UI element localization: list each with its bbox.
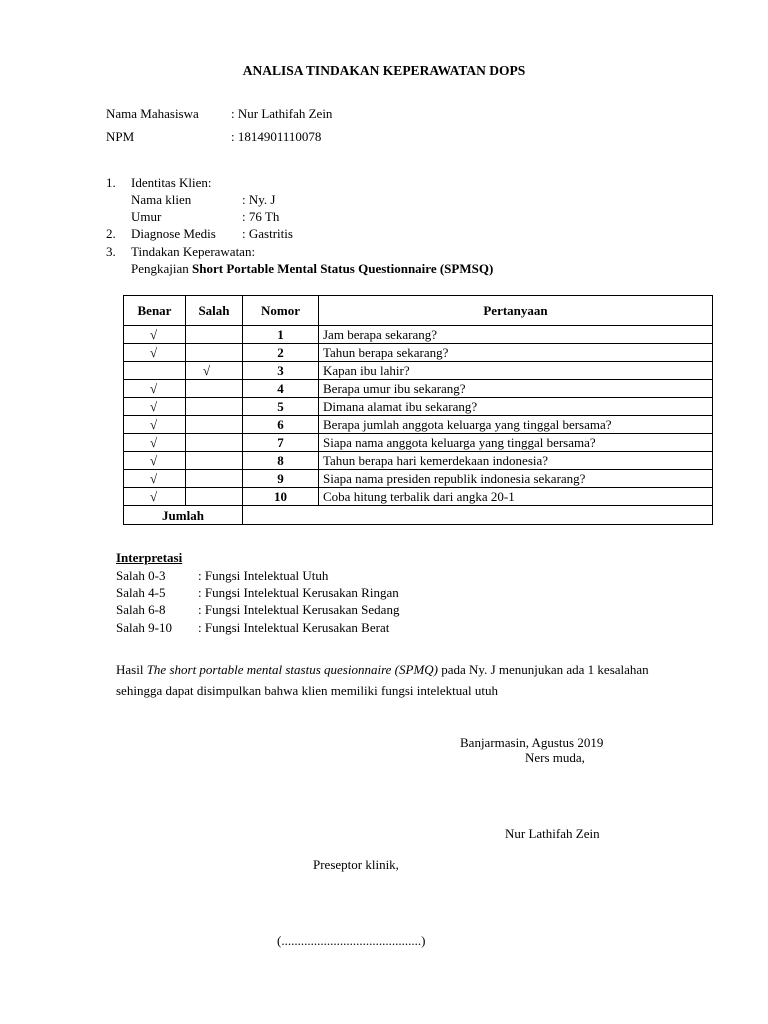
npm-value: : 1814901110078 bbox=[231, 129, 322, 144]
interpretation-heading: Interpretasi bbox=[116, 550, 183, 565]
student-name-value: : Nur Lathifah Zein bbox=[231, 106, 333, 121]
preceptor-signature-blank: (...........................................) bbox=[277, 933, 426, 948]
result-suffix: pada Ny. J menunjukan ada 1 kesalahan sehingga dapat disimpulkan bahwa klien memiliki fungsi intelektual utuh bbox=[116, 662, 649, 698]
header-salah: Salah bbox=[186, 296, 243, 326]
question-cell: Coba hitung terbalik dari angka 20-1 bbox=[319, 488, 713, 506]
client-name-value: : Ny. J bbox=[242, 192, 276, 207]
benar-cell: √ bbox=[124, 434, 186, 452]
interpretation-meaning: : Fungsi Intelektual Kerusakan Berat bbox=[198, 620, 390, 635]
nomor-cell: 9 bbox=[243, 470, 319, 488]
question-cell: Siapa nama presiden republik indonesia sekarang? bbox=[319, 470, 713, 488]
table-row bbox=[124, 380, 713, 398]
nomor-cell: 8 bbox=[243, 452, 319, 470]
question-cell: Tahun berapa sekarang? bbox=[319, 344, 713, 362]
total-label: Jumlah bbox=[124, 506, 243, 525]
interpretation-meaning: : Fungsi Intelektual Kerusakan Sedang bbox=[198, 602, 400, 617]
question-cell: Kapan ibu lahir? bbox=[319, 362, 713, 380]
student-name-label: Nama Mahasiswa bbox=[106, 106, 199, 121]
diagnosis-value: : Gastritis bbox=[242, 226, 293, 241]
section-1-number: 1. bbox=[106, 175, 116, 190]
interpretation-meaning: : Fungsi Intelektual Kerusakan Ringan bbox=[198, 585, 399, 600]
total-value bbox=[243, 506, 713, 525]
benar-cell: √ bbox=[124, 398, 186, 416]
question-cell: Siapa nama anggota keluarga yang tinggal bersama? bbox=[319, 434, 713, 452]
interpretation-range: Salah 0-3 bbox=[116, 568, 166, 583]
interpretation-range: Salah 9-10 bbox=[116, 620, 172, 635]
nomor-cell: 4 bbox=[243, 380, 319, 398]
nomor-cell: 1 bbox=[243, 326, 319, 344]
benar-cell bbox=[124, 362, 186, 380]
signer-role: Ners muda, bbox=[525, 750, 585, 765]
table-row bbox=[124, 470, 713, 488]
nomor-cell: 7 bbox=[243, 434, 319, 452]
question-cell: Tahun berapa hari kemerdekaan indonesia? bbox=[319, 452, 713, 470]
table-header-row bbox=[124, 296, 713, 326]
benar-cell: √ bbox=[124, 326, 186, 344]
nomor-cell: 5 bbox=[243, 398, 319, 416]
nomor-cell: 2 bbox=[243, 344, 319, 362]
assessment-prefix: Pengkajian bbox=[131, 261, 193, 276]
salah-cell: √ bbox=[186, 362, 243, 380]
preceptor-label: Preseptor klinik, bbox=[313, 857, 399, 872]
signer-name: Nur Lathifah Zein bbox=[505, 826, 600, 841]
header-pertanyaan: Pertanyaan bbox=[319, 296, 713, 326]
table-row bbox=[124, 416, 713, 434]
section-2-number: 2. bbox=[106, 226, 116, 241]
section-3-number: 3. bbox=[106, 244, 116, 259]
interpretation-meaning: : Fungsi Intelektual Utuh bbox=[198, 568, 329, 583]
table-row bbox=[124, 452, 713, 470]
assessment-line bbox=[131, 261, 493, 277]
diagnosis-label: Diagnose Medis bbox=[131, 226, 216, 241]
header-benar: Benar bbox=[124, 296, 186, 326]
document-title: ANALISA TINDAKAN KEPERAWATAN DOPS bbox=[242, 63, 526, 78]
salah-cell bbox=[186, 326, 243, 344]
interpretation-range: Salah 4-5 bbox=[116, 585, 166, 600]
table-row bbox=[124, 344, 713, 362]
interpretation-range: Salah 6-8 bbox=[116, 602, 166, 617]
table-row bbox=[124, 488, 713, 506]
result-italic: The short portable mental stastus quesionnaire (SPMQ) bbox=[146, 662, 438, 677]
benar-cell: √ bbox=[124, 488, 186, 506]
result-prefix: Hasil bbox=[116, 662, 147, 677]
client-age-value: : 76 Th bbox=[242, 209, 280, 224]
nomor-cell: 3 bbox=[243, 362, 319, 380]
salah-cell bbox=[186, 434, 243, 452]
salah-cell bbox=[186, 470, 243, 488]
benar-cell: √ bbox=[124, 470, 186, 488]
total-row bbox=[124, 506, 713, 525]
header-nomor: Nomor bbox=[243, 296, 319, 326]
client-name-label: Nama klien bbox=[131, 192, 192, 207]
question-cell: Berapa umur ibu sekarang? bbox=[319, 380, 713, 398]
assessment-title: Short Portable Mental Status Questionnaire (SPMSQ) bbox=[192, 261, 494, 276]
table-row bbox=[124, 434, 713, 452]
benar-cell: √ bbox=[124, 416, 186, 434]
place-date: Banjarmasin, Agustus 2019 bbox=[460, 735, 604, 750]
salah-cell bbox=[186, 344, 243, 362]
nursing-action-label: Tindakan Keperawatan: bbox=[131, 244, 256, 259]
salah-cell bbox=[186, 488, 243, 506]
salah-cell bbox=[186, 398, 243, 416]
salah-cell bbox=[186, 452, 243, 470]
client-age-label: Umur bbox=[131, 209, 162, 224]
salah-cell bbox=[186, 416, 243, 434]
question-cell: Dimana alamat ibu sekarang? bbox=[319, 398, 713, 416]
benar-cell: √ bbox=[124, 380, 186, 398]
table-row bbox=[124, 326, 713, 344]
npm-label: NPM bbox=[106, 129, 135, 144]
nomor-cell: 10 bbox=[243, 488, 319, 506]
table-row bbox=[124, 362, 713, 380]
result-paragraph bbox=[116, 659, 676, 701]
table-row bbox=[124, 398, 713, 416]
spmsq-table bbox=[123, 295, 713, 525]
nomor-cell: 6 bbox=[243, 416, 319, 434]
benar-cell: √ bbox=[124, 452, 186, 470]
question-cell: Berapa jumlah anggota keluarga yang tinggal bersama? bbox=[319, 416, 713, 434]
benar-cell: √ bbox=[124, 344, 186, 362]
question-cell: Jam berapa sekarang? bbox=[319, 326, 713, 344]
salah-cell bbox=[186, 380, 243, 398]
section-1-label: Identitas Klien: bbox=[131, 175, 212, 190]
